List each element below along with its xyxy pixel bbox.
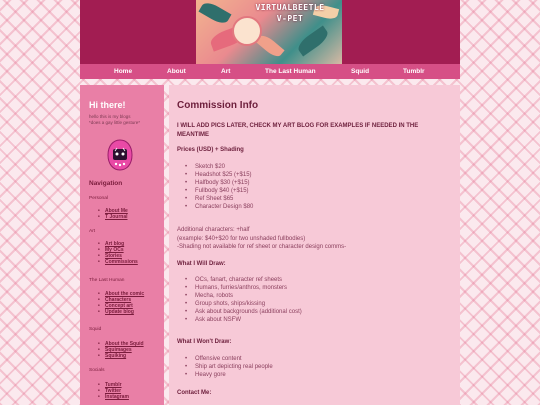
sidebar-link[interactable]: • Squimages <box>98 347 144 353</box>
sidebar-greeting: Hi there! <box>89 100 126 110</box>
price-item: • Ref Sheet $65 <box>185 195 253 203</box>
sidebar-link[interactable]: • Commissions <box>98 259 138 265</box>
nav-about[interactable]: About <box>167 68 186 75</box>
sidebar-intro <box>89 114 164 126</box>
nav-tumblr[interactable]: Tumblr <box>403 68 425 75</box>
notice <box>177 122 418 140</box>
will-draw-item: • Group shots, ships/kissing <box>185 300 302 308</box>
banner-title-line1: VIRTUALBEETLE <box>255 3 325 12</box>
sidebar-nav-heading: Navigation <box>89 180 123 187</box>
sidebar-link[interactable]: • Characters <box>98 297 144 303</box>
sidebar-list-squid <box>98 341 144 359</box>
banner-title <box>240 2 340 24</box>
contact-heading: Contact Me: <box>177 390 212 396</box>
sidebar-link[interactable]: • T Journal <box>98 214 128 220</box>
vpet-icon <box>107 139 133 171</box>
sidebar-link[interactable]: • About Me <box>98 208 128 214</box>
nav-squid[interactable]: Squid <box>351 68 370 75</box>
header <box>80 0 460 64</box>
banner-image <box>196 0 342 64</box>
sidebar-link[interactable]: • About the comic <box>98 291 144 297</box>
main-content <box>169 85 460 405</box>
sidebar-list-the-last-human <box>98 291 144 315</box>
sidebar-intro-line2: *does a gay little gesture* <box>89 120 141 125</box>
will-draw-list <box>185 276 302 324</box>
notice-line1: I WILL ADD PICS LATER, CHECK MY ART BLOG FOR EXAMPLES IF NEEDED IN THE <box>177 123 419 129</box>
will-draw-item: • Ask about backgrounds (additional cost) <box>185 308 302 316</box>
sidebar-link[interactable]: • Instagram <box>98 394 129 400</box>
wont-draw-item: • Offensive content <box>185 355 273 363</box>
will-draw-item: • Humans, furries/anthros, monsters <box>185 284 302 292</box>
sidebar-link[interactable]: • Concept art <box>98 303 144 309</box>
page-title: Commission Info <box>177 100 259 111</box>
sidebar-section-personal: Personal <box>89 196 108 201</box>
additional-line3: -Shading not available for ref sheet or character design comms- <box>177 244 347 250</box>
sidebar-link[interactable]: • Tumblr <box>98 382 129 388</box>
sidebar-link[interactable]: • Art blog <box>98 241 138 247</box>
sidebar-link[interactable]: • Update blog <box>98 309 144 315</box>
sidebar-link[interactable]: • Stories <box>98 253 138 259</box>
page-wrapper <box>80 0 460 405</box>
price-item: • Halfbody $30 (+$15) <box>185 179 253 187</box>
sidebar-link[interactable]: • My OCs <box>98 247 138 253</box>
nav-home[interactable]: Home <box>114 68 133 75</box>
sidebar-link[interactable]: • Twitter <box>98 388 129 394</box>
price-item: • Character Design $80 <box>185 203 253 211</box>
will-draw-item: • OCs, fanart, character ref sheets <box>185 276 302 284</box>
prices-list <box>185 163 253 211</box>
nav-art[interactable]: Art <box>221 68 231 75</box>
sidebar-list-art <box>98 241 138 265</box>
sidebar-section-the-last-human: The Last Human <box>89 278 125 283</box>
sidebar <box>80 85 164 405</box>
sidebar-section-squid: Squid <box>89 327 102 332</box>
sidebar-link[interactable]: • Squiking <box>98 353 144 359</box>
will-draw-item: • Ask about NSFW <box>185 316 302 324</box>
banner-title-line2: V-PET <box>276 14 304 23</box>
sidebar-list-personal <box>98 208 128 220</box>
nav-the-last-human[interactable]: The Last Human <box>265 68 316 75</box>
wont-draw-item: • Ship art depicting real people <box>185 363 273 371</box>
top-nav <box>80 64 460 79</box>
wont-draw-list <box>185 355 273 379</box>
prices-heading: Prices (USD) + Shading <box>177 147 244 153</box>
notice-line2: MEANTIME <box>177 132 209 138</box>
additional-line1: Additional characters: +half <box>177 227 250 233</box>
additional-characters <box>177 226 346 252</box>
will-draw-item: • Mecha, robots <box>185 292 302 300</box>
additional-line2: (example: $40+$20 for two unshaded fullbodies) <box>177 235 306 242</box>
sidebar-section-art: Art <box>89 229 96 234</box>
price-item: • Headshot $25 (+$15) <box>185 171 253 179</box>
will-draw-heading: What I Will Draw: <box>177 261 226 267</box>
wont-draw-item: • Heavy gore <box>185 371 273 379</box>
sidebar-list-socials <box>98 382 129 400</box>
price-item: • Sketch $20 <box>185 163 253 171</box>
sidebar-link[interactable]: • About the Squid <box>98 341 144 347</box>
sidebar-section-socials: Socials <box>89 368 105 373</box>
wont-draw-heading: What I Won't Draw: <box>177 339 232 345</box>
sidebar-intro-line1: hello this is my blogs <box>89 114 131 119</box>
price-item: • Fullbody $40 (+$15) <box>185 187 253 195</box>
